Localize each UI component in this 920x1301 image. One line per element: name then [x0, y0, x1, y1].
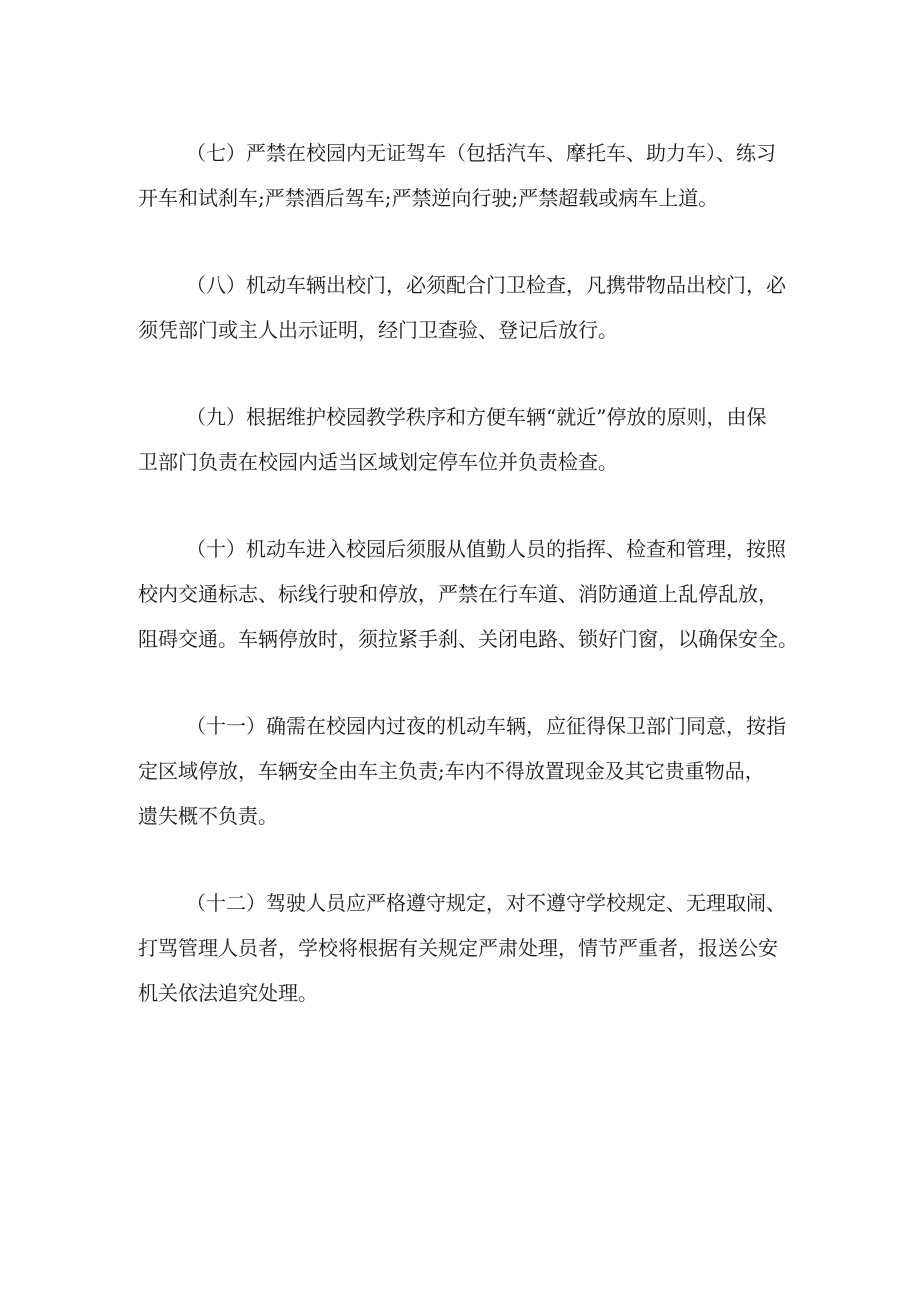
- paragraph-line: 定区域停放，车辆安全由车主负责;车内不得放置现金及其它贵重物品，: [138, 759, 765, 783]
- paragraph-12: [138, 881, 788, 1016]
- paragraph-line: （八）机动车辆出校门，必须配合门卫检查，凡携带物品出校门，必: [186, 273, 786, 297]
- paragraph-line: （十一）确需在校园内过夜的机动车辆，应征得保卫部门同意，按指: [186, 714, 786, 738]
- paragraph-10: [138, 527, 798, 662]
- document-body: [138, 131, 798, 1058]
- paragraph-line: 机关依法追究处理。: [138, 981, 318, 1005]
- paragraph-line: 须凭部门或主人出示证明，经门卫查验、登记后放行。: [138, 318, 618, 342]
- paragraph-line: 卫部门负责在校园内适当区域划定停车位并负责检查。: [138, 450, 618, 474]
- paragraph-line: （七）严禁在校园内无证驾车（包括汽车、摩托车、助力车）、练习: [186, 141, 776, 165]
- paragraph-line: 开车和试刹车;严禁酒后驾车;严禁逆向行驶;严禁超载或病车上道。: [138, 186, 719, 210]
- paragraph-line: 校内交通标志、标线行驶和停放，严禁在行车道、消防通道上乱停乱放，: [138, 582, 778, 606]
- paragraph-line: （十）机动车进入校园后须服从值勤人员的指挥、检查和管理，按照: [186, 537, 786, 561]
- paragraph-line: （十二）驾驶人员应严格遵守规定，对不遵守学校规定、无理取闹、: [186, 891, 786, 915]
- paragraph-11: [138, 704, 788, 839]
- paragraph-line: 打骂管理人员者，学校将根据有关规定严肃处理，情节严重者，报送公安: [138, 936, 778, 960]
- paragraph-7: [138, 131, 788, 221]
- paragraph-line: 遗失概不负责。: [138, 804, 278, 828]
- paragraph-line: （九）根据维护校园教学秩序和方便车辆“就近”停放的原则，由保: [186, 405, 767, 429]
- paragraph-8: [138, 263, 788, 353]
- paragraph-line: 阻碍交通。车辆停放时，须拉紧手刹、关闭电路、锁好门窗，以确保安全。: [138, 627, 798, 651]
- paragraph-9: [138, 395, 788, 485]
